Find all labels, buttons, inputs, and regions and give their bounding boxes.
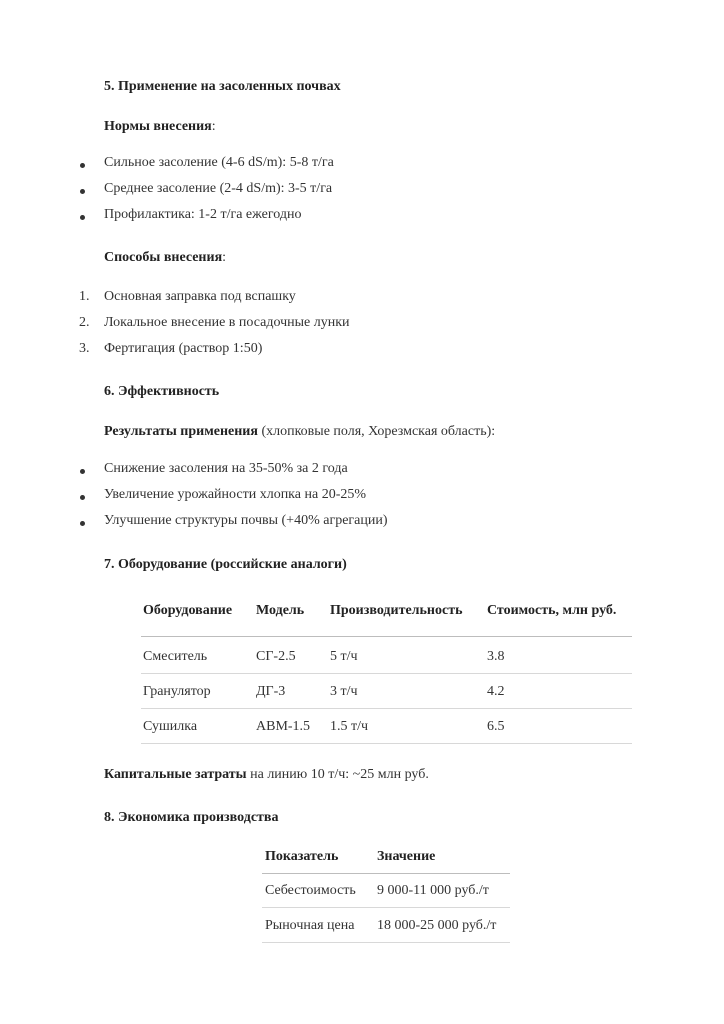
list-item: Увеличение урожайности хлопка на 20-25%: [104, 487, 367, 502]
list-item: Среднее засоление (2-4 dS/m): 3-5 т/га: [104, 181, 333, 196]
list-item: Фертигация (раствор 1:50): [104, 341, 263, 356]
table-header-cell: Стоимость, млн руб.: [487, 603, 617, 618]
capex-paragraph: [104, 767, 429, 783]
bullet-icon: [80, 189, 85, 194]
list-item: Улучшение структуры почвы (+40% агрегации): [104, 513, 388, 528]
list-number: 3.: [79, 341, 90, 356]
table-header-cell: Производительность: [330, 603, 463, 618]
methods-label: Способы внесения: [104, 250, 223, 265]
bullet-icon: [80, 521, 85, 526]
capex-suffix: на линию 10 т/ч: ~25 млн руб.: [246, 767, 429, 782]
table-divider: [141, 743, 632, 744]
table-cell: Себестоимость: [265, 883, 356, 898]
norms-colon: :: [211, 119, 216, 134]
table-cell: ДГ-3: [256, 684, 286, 699]
methods-colon: :: [222, 250, 227, 265]
list-item: Профилактика: 1-2 т/га ежегодно: [104, 207, 302, 222]
list-number: 2.: [79, 315, 90, 330]
table-header-cell: Показатель: [265, 849, 339, 864]
list-item: Сильное засоление (4-6 dS/m): 5-8 т/га: [104, 155, 334, 170]
table-cell: Смеситель: [143, 649, 208, 664]
bullet-icon: [80, 469, 85, 474]
table-divider: [262, 873, 510, 874]
table-cell: СГ-2.5: [256, 649, 296, 664]
table-header-cell: Оборудование: [143, 603, 233, 618]
table-cell: 9 000-11 000 руб./т: [377, 883, 489, 898]
table-cell: Рыночная цена: [265, 918, 355, 933]
results-label: Результаты применения: [104, 424, 258, 439]
table-divider: [141, 708, 632, 709]
table-cell: 6.5: [487, 719, 505, 734]
results-suffix: (хлопковые поля, Хорезмская область):: [257, 424, 496, 439]
list-item: Локальное внесение в посадочные лунки: [104, 315, 350, 330]
results-heading: [104, 424, 495, 440]
list-item: Основная заправка под вспашку: [104, 289, 296, 304]
section-6-title: 6. Эффективность: [104, 384, 220, 399]
table-header-cell: Значение: [377, 849, 436, 864]
section-7-title: 7. Оборудование (российские аналоги): [104, 557, 347, 572]
table-cell: АВМ-1.5: [256, 719, 311, 734]
norms-label: Нормы внесения: [104, 119, 212, 134]
table-cell: 3.8: [487, 649, 505, 664]
norms-heading: [104, 119, 216, 135]
bullet-icon: [80, 215, 85, 220]
table-cell: Сушилка: [143, 719, 198, 734]
capex-label: Капитальные затраты: [104, 767, 247, 782]
table-divider: [262, 907, 510, 908]
table-cell: Гранулятор: [143, 684, 211, 699]
table-divider: [141, 636, 632, 637]
list-item: Снижение засоления на 35-50% за 2 года: [104, 461, 348, 476]
table-cell: 18 000-25 000 руб./т: [377, 918, 497, 933]
bullet-icon: [80, 163, 85, 168]
table-divider: [141, 673, 632, 674]
table-header-cell: Модель: [256, 603, 305, 618]
section-8-title: 8. Экономика производства: [104, 810, 279, 825]
list-number: 1.: [79, 289, 90, 304]
table-divider: [262, 942, 510, 943]
table-cell: 5 т/ч: [330, 649, 358, 664]
table-cell: 3 т/ч: [330, 684, 358, 699]
section-5-title: 5. Применение на засоленных почвах: [104, 79, 341, 94]
table-cell: 4.2: [487, 684, 505, 699]
methods-heading: [104, 250, 226, 266]
bullet-icon: [80, 495, 85, 500]
table-cell: 1.5 т/ч: [330, 719, 369, 734]
